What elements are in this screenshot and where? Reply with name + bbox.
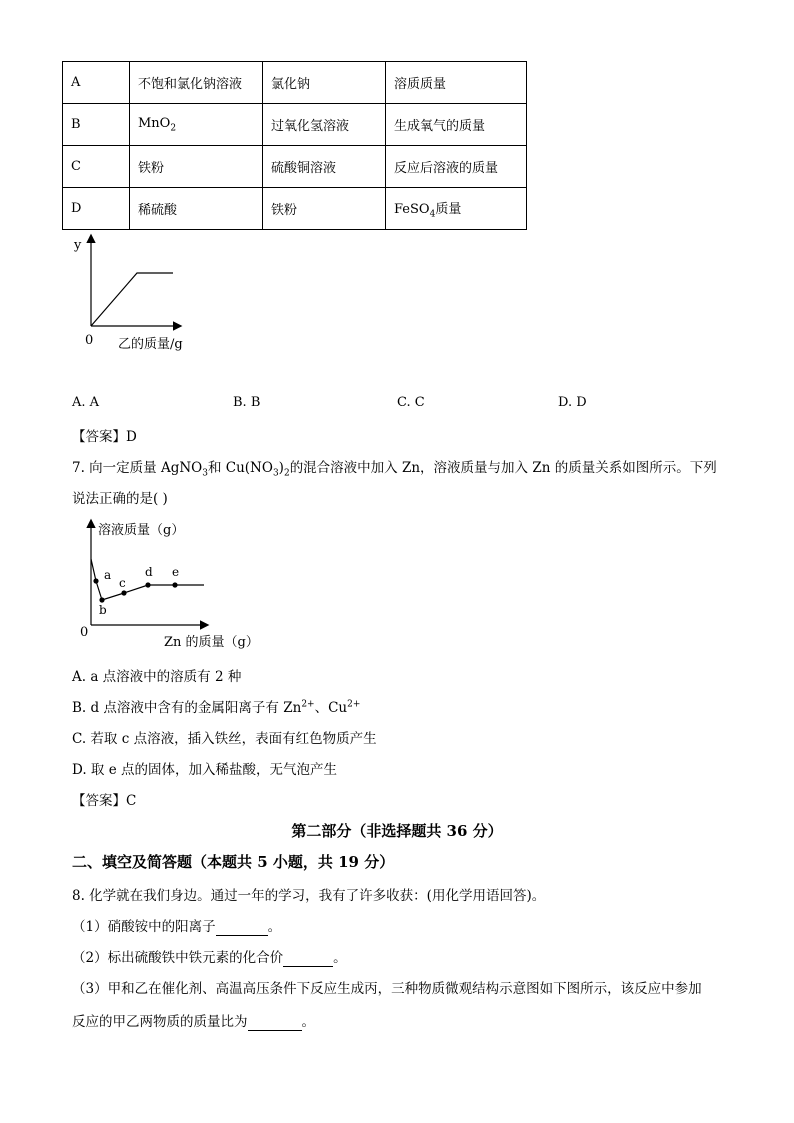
- table-row: [63, 104, 527, 146]
- graph-2: [72, 515, 282, 655]
- table-row: [63, 62, 527, 104]
- option-text: B. d 点溶液中含有的金属阳离子有 Zn: [72, 700, 302, 716]
- answer-blank[interactable]: [216, 919, 268, 936]
- formula-sub: 4: [429, 209, 436, 220]
- answer-tag: 【答案】: [72, 429, 126, 445]
- q7-answer: [72, 789, 136, 809]
- origin-label: 0: [80, 625, 89, 640]
- end-mark: 。: [267, 919, 282, 935]
- label-e: e: [172, 565, 180, 579]
- choice-d: D. D: [558, 395, 587, 410]
- cell-b: 硫酸铜溶液: [263, 146, 386, 188]
- sub-text: 反应的甲乙两物质的质量比为: [72, 1014, 248, 1030]
- q8-sub3-line1: （3）甲和乙在催化剂、高温高压条件下反应生成丙，三种物质微观结构示意图如下图所示，该反应中参加: [72, 981, 702, 997]
- label-b: b: [99, 603, 107, 617]
- point-d: [145, 582, 150, 587]
- stem-sub: 3: [272, 468, 279, 479]
- sub-text: （2）标出硫酸铁中铁元素的化合价: [72, 950, 284, 966]
- formula-tail: 质量: [435, 201, 462, 217]
- choice-c: C. C: [397, 395, 425, 410]
- origin-label: 0: [85, 333, 94, 348]
- part2-title: 第二部分（非选择题共 36 分）: [291, 822, 503, 840]
- cell-a: 铁粉: [130, 146, 263, 188]
- label-a: a: [104, 568, 112, 582]
- stem-text: 和 Cu(NO: [207, 460, 273, 476]
- section2-title: 二、填空及简答题（本题共 5 小题，共 19 分）: [72, 853, 395, 871]
- q7-stem-line2: 说法正确的是( ): [72, 491, 168, 507]
- y-label: 溶液质量（g）: [98, 523, 185, 538]
- curve: [91, 273, 173, 326]
- choice-a: A. A: [72, 395, 100, 410]
- q8-sub1: [72, 915, 281, 936]
- stem-text: 7. 向一定质量 AgNO: [72, 460, 203, 476]
- label-d: d: [145, 565, 153, 579]
- y-label: y: [74, 238, 82, 253]
- point-c: [121, 590, 126, 595]
- formula-main: MnO: [138, 115, 171, 131]
- options-table: [62, 61, 527, 230]
- choice-b: B. B: [233, 395, 261, 410]
- cell-c: 反应后溶液的质量: [386, 146, 527, 188]
- option-sup: 2+: [347, 699, 361, 710]
- stem-text: ): [278, 460, 284, 476]
- cell-c: 溶质质量: [386, 62, 527, 104]
- cell-a: 不饱和氯化钠溶液: [130, 62, 263, 104]
- cell-c: [386, 188, 527, 230]
- option-sup: 2+: [301, 699, 315, 710]
- answer-value: C: [126, 793, 137, 809]
- end-mark: 。: [333, 950, 347, 966]
- label-c: c: [119, 576, 126, 590]
- q7-option-a: A. a 点溶液中的溶质有 2 种: [72, 669, 242, 685]
- stem-sub: 3: [202, 468, 208, 479]
- row-label: D: [63, 188, 130, 230]
- formula-main: FeSO: [394, 201, 430, 217]
- answer-blank[interactable]: [283, 950, 333, 967]
- stem-text: 的混合溶液中加入 Zn，溶液质量与加入 Zn 的质量关系如图所示。下列: [289, 460, 717, 476]
- sub-text: （1）硝酸铵中的阳离子: [72, 919, 216, 935]
- graph-1: [60, 230, 200, 355]
- q7-stem-line1: [72, 456, 717, 479]
- q8-sub2: [72, 946, 347, 967]
- row-label: C: [63, 146, 130, 188]
- answer-value: D: [126, 429, 137, 445]
- option-text: 、Cu: [314, 700, 348, 716]
- cell-b: 过氧化氢溶液: [263, 104, 386, 146]
- q7-option-b: [72, 696, 360, 716]
- point-e: [172, 582, 177, 587]
- row-label: B: [63, 104, 130, 146]
- q8-stem: 8. 化学就在我们身边。通过一年的学习，我有了许多收获：(用化学用语回答)。: [72, 888, 546, 904]
- end-mark: 。: [301, 1014, 315, 1030]
- point-b: [99, 597, 104, 602]
- x-label: Zn 的质量（g）: [164, 635, 259, 650]
- formula-sub: 2: [170, 123, 177, 134]
- cell-c: 生成氧气的质量: [386, 104, 527, 146]
- table-row: [63, 188, 527, 230]
- row-label: A: [63, 62, 130, 104]
- cell-a: 稀硫酸: [130, 188, 263, 230]
- cell-b: 铁粉: [263, 188, 386, 230]
- stem-sub: 2: [283, 468, 290, 479]
- answer-blank[interactable]: [248, 1014, 302, 1031]
- x-label: 乙的质量/g: [118, 337, 183, 352]
- point-a: [93, 578, 98, 583]
- q6-answer: [72, 425, 137, 445]
- table-row: [63, 146, 527, 188]
- cell-a: [130, 104, 263, 146]
- cell-b: 氯化钠: [263, 62, 386, 104]
- answer-tag: 【答案】: [72, 793, 126, 809]
- q8-sub3-line2: [72, 1010, 315, 1031]
- q7-option-c: C. 若取 c 点溶液，插入铁丝，表面有红色物质产生: [72, 731, 377, 747]
- q7-option-d: D. 取 e 点的固体，加入稀盐酸，无气泡产生: [72, 762, 337, 778]
